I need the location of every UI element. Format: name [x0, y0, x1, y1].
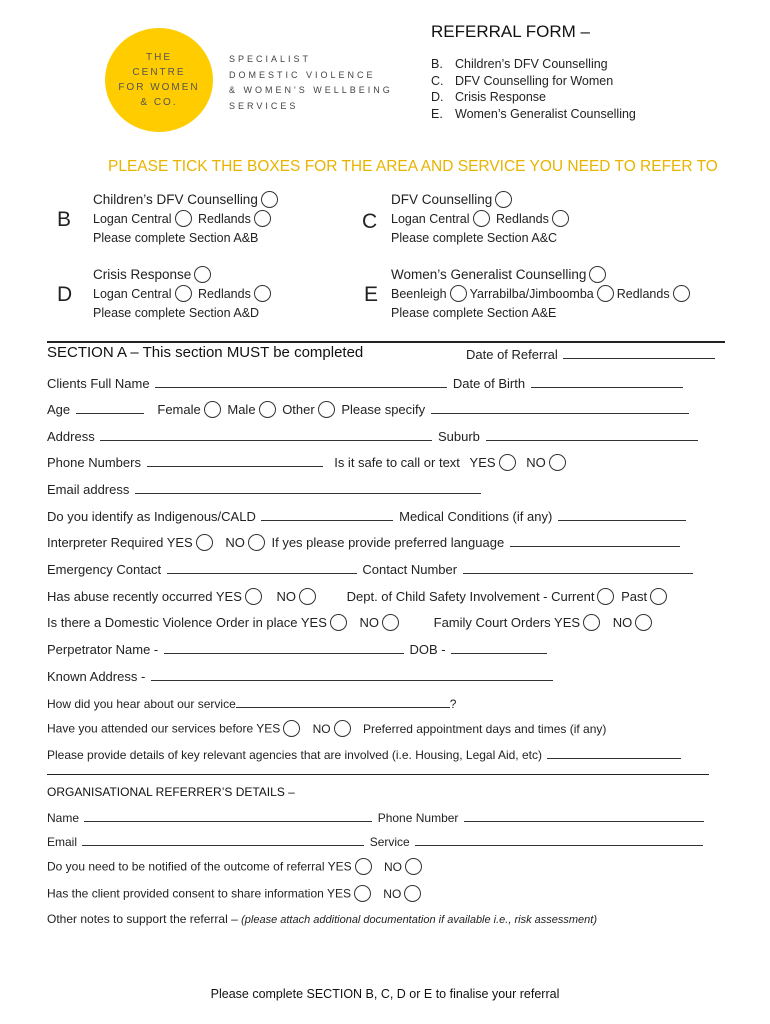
field-label: Preferred appointment days and times (if any) — [362, 721, 607, 736]
field-label: NO — [383, 859, 402, 874]
checkbox-dvo-yes[interactable] — [330, 614, 347, 631]
field-label: Email — [47, 835, 78, 849]
tagline-line: DOMESTIC VIOLENCE — [229, 69, 376, 80]
checkbox-attended-yes[interactable] — [283, 720, 300, 737]
logo-line: & CO. — [140, 97, 178, 108]
checkbox-abuse-yes[interactable] — [245, 588, 262, 605]
checkbox-abuse-no[interactable] — [299, 588, 316, 605]
location-label: Redlands — [496, 212, 549, 226]
logo-circle — [105, 28, 213, 132]
field-label: Email address — [47, 482, 130, 497]
checkbox-female[interactable] — [204, 401, 221, 418]
checkbox-family-court-no[interactable] — [635, 614, 652, 631]
checkbox-notified-no[interactable] — [405, 858, 422, 875]
field-label: Other notes to support the referral – — [47, 912, 238, 926]
field-label: YES — [469, 455, 496, 470]
field-label: Please specify — [341, 402, 426, 417]
checkbox-notified-yes[interactable] — [355, 858, 372, 875]
service-list-item: B. Children’s DFV Counselling — [431, 57, 608, 71]
field-label: Have you attended our services before YES — [47, 721, 281, 736]
field-label: Suburb — [437, 429, 480, 444]
checkbox-b-logan[interactable] — [175, 210, 192, 227]
field-label: Interpreter Required YES — [47, 535, 193, 550]
tick-instructions: PLEASE TICK THE BOXES FOR THE AREA AND SERVICE YOU NEED TO REFER TO — [108, 158, 718, 175]
field-label: Please provide details of key relevant agencies that are involved (i.e. Housing, Legal Aid, etc) — [47, 748, 542, 762]
form-row — [47, 455, 569, 472]
form-row — [47, 810, 706, 825]
address-field[interactable] — [100, 429, 432, 441]
field-label: Date of Referral — [466, 347, 558, 362]
field-label: Family Court Orders YES — [433, 615, 581, 630]
emergency-contact-field[interactable] — [167, 562, 357, 574]
location-label: Logan Central — [93, 287, 172, 301]
client-name-field[interactable] — [155, 376, 447, 388]
logo-line: THE — [145, 52, 172, 63]
date-of-referral-field[interactable] — [563, 347, 715, 359]
checkbox-b-redlands[interactable] — [254, 210, 271, 227]
form-row — [47, 589, 670, 606]
form-row — [47, 886, 424, 903]
field-label: DOB - — [409, 642, 446, 657]
checkbox-safe-yes[interactable] — [499, 454, 516, 471]
form-row — [47, 535, 682, 552]
checkbox-male[interactable] — [259, 401, 276, 418]
form-row — [47, 642, 549, 657]
section-letter-b: B — [57, 208, 72, 231]
service-list-item: D. Crisis Response — [431, 90, 547, 104]
email-field[interactable] — [135, 482, 481, 494]
tagline-line: SPECIALIST — [229, 54, 312, 64]
divider — [47, 774, 709, 775]
field-label: How did you hear about our service — [47, 697, 236, 711]
form-row — [47, 376, 685, 391]
checkbox-e-redlands[interactable] — [673, 285, 690, 302]
location-label: Logan Central — [93, 212, 172, 226]
section-a-heading: SECTION A – This section MUST be completed — [47, 344, 364, 361]
field-label: Do you identify as Indigenous/CALD — [47, 509, 256, 524]
field-label: Date of Birth — [452, 376, 526, 391]
section-note: Please complete Section A&B — [93, 231, 259, 245]
form-row — [47, 562, 695, 577]
tagline-line: & WOMEN'S WELLBEING — [229, 85, 393, 95]
field-label: Is it safe to call or text — [334, 455, 460, 470]
field-label: Service — [369, 835, 410, 849]
checkbox-e-beenleigh[interactable] — [450, 285, 467, 302]
checkbox-e-yarrabilba[interactable] — [597, 285, 614, 302]
checkbox-c-logan[interactable] — [473, 210, 490, 227]
service-list-item: C. DFV Counselling for Women — [431, 73, 614, 88]
form-row — [47, 509, 688, 524]
logo-tagline — [229, 52, 393, 114]
date-of-birth-field[interactable] — [531, 376, 683, 388]
checkbox-e-service[interactable] — [589, 266, 606, 283]
section-letter-c: C — [362, 210, 378, 233]
checkbox-b-service[interactable] — [261, 191, 278, 208]
location-label: Redlands — [198, 212, 251, 226]
referrer-email-field[interactable] — [82, 834, 364, 846]
form-row — [47, 669, 555, 684]
known-address-field[interactable] — [151, 669, 553, 681]
field-label: Do you need to be notified of the outcome of referral YES — [47, 859, 352, 874]
logo-line: CENTRE — [132, 67, 186, 78]
field-label: If yes please provide preferred language — [271, 535, 505, 550]
location-label: Beenleigh — [391, 287, 447, 301]
form-row — [47, 912, 597, 926]
service-block-c — [391, 190, 572, 248]
section-letter-d: D — [57, 283, 73, 306]
location-label: Yarrabilba/Jimboomba — [469, 287, 594, 301]
referrer-service-field[interactable] — [415, 834, 703, 846]
field-label: Medical Conditions (if any) — [399, 509, 553, 524]
location-label: Logan Central — [391, 212, 470, 226]
suburb-field[interactable] — [486, 429, 698, 441]
service-block-e — [391, 265, 693, 323]
checkbox-c-redlands[interactable] — [552, 210, 569, 227]
form-row — [47, 696, 456, 711]
location-label: Redlands — [616, 287, 670, 301]
checkbox-d-logan[interactable] — [175, 285, 192, 302]
checkbox-d-redlands[interactable] — [254, 285, 271, 302]
field-label: Perpetrator Name - — [47, 642, 159, 657]
field-label: Phone Number — [377, 811, 459, 825]
contact-number-field[interactable] — [463, 562, 693, 574]
form-row — [47, 721, 606, 738]
field-label: NO — [276, 589, 296, 604]
field-label: Name — [47, 811, 80, 825]
service-title: Children’s DFV Counselling — [93, 192, 258, 207]
checkbox-family-court-yes[interactable] — [583, 614, 600, 631]
phone-field[interactable] — [147, 455, 323, 467]
field-label: Emergency Contact — [47, 562, 162, 577]
location-label: Redlands — [198, 287, 251, 301]
checkbox-interpreter-yes[interactable] — [196, 534, 213, 551]
field-label: NO — [526, 455, 546, 470]
age-field[interactable] — [76, 402, 144, 414]
checkbox-child-safety-past[interactable] — [650, 588, 667, 605]
form-row — [47, 402, 691, 419]
indigenous-field[interactable] — [261, 509, 393, 521]
checkbox-consent-no[interactable] — [404, 885, 421, 902]
field-label: Dept. of Child Safety Involvement - Current — [346, 589, 595, 604]
service-title: DFV Counselling — [391, 192, 493, 207]
field-hint: (please attach additional documentation if available i.e., risk assessment) — [241, 914, 597, 926]
field-label: Contact Number — [362, 562, 458, 577]
field-label: Known Address - — [47, 669, 146, 684]
field-label: ? — [449, 697, 457, 711]
service-block-b — [93, 190, 281, 248]
checkbox-attended-no[interactable] — [334, 720, 351, 737]
service-list-item: E. Women’s Generalist Counselling — [431, 106, 636, 121]
field-label: NO — [312, 721, 331, 736]
field-label: Other — [282, 402, 315, 417]
field-label: NO — [383, 886, 402, 901]
field-label: Female — [157, 402, 201, 417]
form-row — [47, 859, 425, 876]
service-block-d — [93, 265, 274, 323]
date-of-referral-row — [466, 347, 717, 362]
field-label: Has abuse recently occurred YES — [47, 589, 242, 604]
language-field[interactable] — [510, 535, 680, 547]
field-label: Male — [227, 402, 256, 417]
checkbox-c-service[interactable] — [495, 191, 512, 208]
service-title: Women’s Generalist Counselling — [391, 267, 587, 282]
checkbox-consent-yes[interactable] — [354, 885, 371, 902]
field-label: Clients Full Name — [47, 376, 150, 391]
form-row — [47, 615, 655, 632]
form-row — [47, 482, 483, 497]
checkbox-child-safety-current[interactable] — [597, 588, 614, 605]
field-label: Phone Numbers — [47, 455, 141, 470]
field-label: Address — [47, 429, 95, 444]
medical-field[interactable] — [558, 509, 686, 521]
tagline-line: SERVICES — [229, 100, 299, 111]
divider — [47, 341, 725, 343]
section-note: Please complete Section A&E — [391, 306, 557, 320]
perpetrator-name-field[interactable] — [164, 642, 404, 654]
field-label: NO — [612, 615, 633, 630]
form-row — [47, 429, 700, 444]
checkbox-interpreter-no[interactable] — [248, 534, 265, 551]
checkbox-dvo-no[interactable] — [382, 614, 399, 631]
service-list — [431, 56, 636, 122]
referrer-phone-field[interactable] — [464, 810, 704, 822]
checkbox-other[interactable] — [318, 401, 335, 418]
checkbox-safe-no[interactable] — [549, 454, 566, 471]
form-title: REFERRAL FORM – — [431, 22, 591, 41]
service-title: Crisis Response — [93, 267, 192, 282]
gender-specify-field[interactable] — [431, 402, 689, 414]
checkbox-d-service[interactable] — [194, 266, 211, 283]
form-row — [47, 747, 683, 762]
field-label: Has the client provided consent to share information YES — [47, 886, 351, 901]
section-note: Please complete Section A&C — [391, 231, 558, 245]
section-letter-e: E — [364, 283, 379, 306]
hear-about-field[interactable] — [236, 696, 450, 708]
section-note: Please complete Section A&D — [93, 306, 260, 320]
perpetrator-dob-field[interactable] — [451, 642, 547, 654]
field-label: Is there a Domestic Violence Order in place YES — [47, 615, 327, 630]
agencies-field[interactable] — [547, 747, 681, 759]
field-label: NO — [225, 535, 245, 550]
field-label: Past — [621, 589, 648, 604]
field-label: NO — [359, 615, 380, 630]
logo-line: FOR WOMEN — [118, 82, 200, 93]
referrer-heading: ORGANISATIONAL REFERRER’S DETAILS – — [47, 785, 295, 799]
form-row — [47, 834, 705, 849]
field-label: Age — [47, 402, 71, 417]
referrer-name-field[interactable] — [84, 810, 372, 822]
footer-instruction: Please complete SECTION B, C, D or E to finalise your referral — [210, 987, 560, 1001]
